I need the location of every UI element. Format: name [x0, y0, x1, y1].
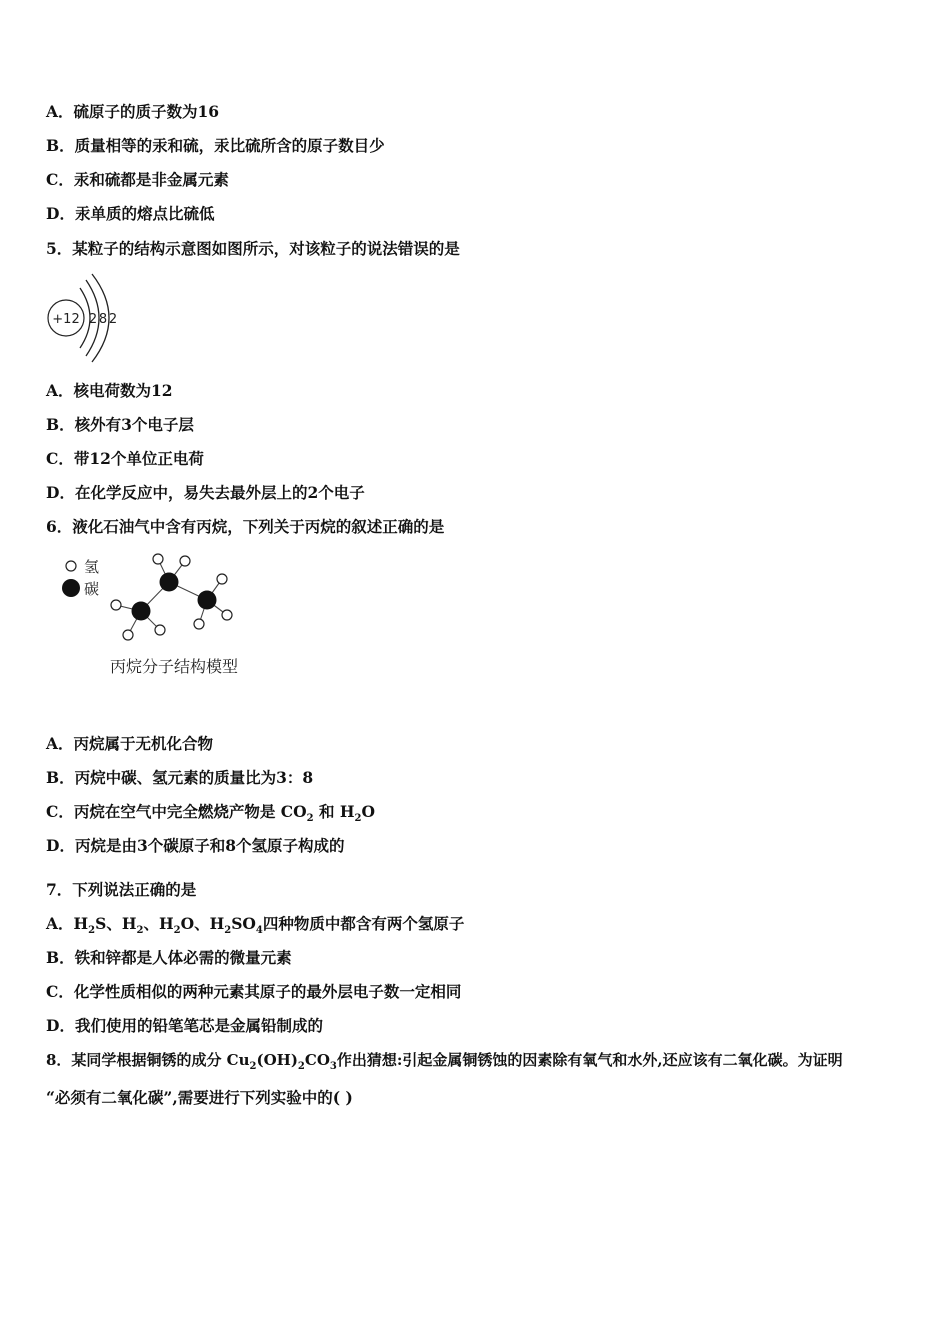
q7-option-d: D．我们使用的铅笔笔芯是金属铅制成的 [46, 1016, 323, 1035]
atomic-structure-diagram [44, 272, 134, 364]
q6-option-a: A．丙烷属于无机化合物 [46, 734, 214, 753]
propane-model-diagram [52, 548, 262, 682]
nucleus-charge: +12 [52, 312, 80, 327]
hydrogen-atom [222, 610, 232, 620]
propane-model-caption: 丙烷分子结构模型 [109, 657, 239, 676]
hydrogen-atom [155, 625, 165, 635]
q5-stem: 5．某粒子的结构示意图如图所示，对该粒子的说法错误的是 [46, 239, 460, 258]
hydrogen-atom [111, 600, 121, 610]
shell-3-electrons: 2 [108, 312, 118, 327]
q7-option-b: B．铁和锌都是人体必需的微量元素 [46, 948, 292, 967]
q4-option-d: D．汞单质的熔点比硫低 [46, 204, 215, 223]
shell-1-electrons: 2 [88, 312, 98, 327]
q5-option-b: B．核外有3个电子层 [46, 415, 194, 434]
q7-option-a: A．$H_2S$、$H_2$、$H_2O$、$H_2SO_4$四种物质中都含有两个氢原子 [46, 914, 465, 937]
q4-option-a: A．硫原子的质子数为16 [46, 102, 220, 121]
hydrogen-atom [123, 630, 133, 640]
hydrogen-legend-label: 氢 [84, 558, 100, 576]
carbon-legend-label: 碳 [84, 580, 100, 598]
q4-option-c: C．汞和硫都是非金属元素 [46, 170, 229, 189]
q6-stem: 6．液化石油气中含有丙烷，下列关于丙烷的叙述正确的是 [46, 517, 445, 536]
q8-stem-line2: “必须有二氧化碳”,需要进行下列实验中的( ) [46, 1088, 353, 1107]
carbon-legend-icon [62, 579, 80, 597]
hydrogen-atom [180, 556, 190, 566]
hydrogen-legend-icon [66, 561, 76, 571]
shell-2-electrons: 8 [98, 312, 108, 327]
q5-option-c: C．带12个单位正电荷 [46, 449, 204, 468]
hydrogen-atom [217, 574, 227, 584]
carbon-atom [160, 573, 179, 592]
q7-option-c: C．化学性质相似的两种元素其原子的最外层电子数一定相同 [46, 982, 462, 1001]
q5-option-d: D．在化学反应中，易失去最外层上的2个电子 [46, 483, 365, 502]
carbon-atom [198, 591, 217, 610]
hydrogen-atom [153, 554, 163, 564]
q6-option-c: C．丙烷在空气中完全燃烧产物是 $CO_2$ 和 $H_2O$ [46, 802, 375, 825]
carbon-atom [132, 602, 151, 621]
q5-option-a: A．核电荷数为12 [46, 381, 173, 400]
q4-option-b: B．质量相等的汞和硫，汞比硫所含的原子数目少 [46, 136, 385, 155]
q8-stem-line1: 8．某同学根据铜锈的成分 $Cu_2(OH)_2CO_3$作出猜想:引起金属铜锈蚀的因素除有氧气和水外,还应该有二氧化碳。为证明 [46, 1051, 843, 1072]
q7-stem: 7．下列说法正确的是 [46, 880, 197, 899]
hydrogen-atom [194, 619, 204, 629]
q6-option-d: D．丙烷是由3个碳原子和8个氢原子构成的 [46, 836, 345, 855]
q6-option-b: B．丙烷中碳、氢元素的质量比为3：8 [46, 768, 314, 787]
